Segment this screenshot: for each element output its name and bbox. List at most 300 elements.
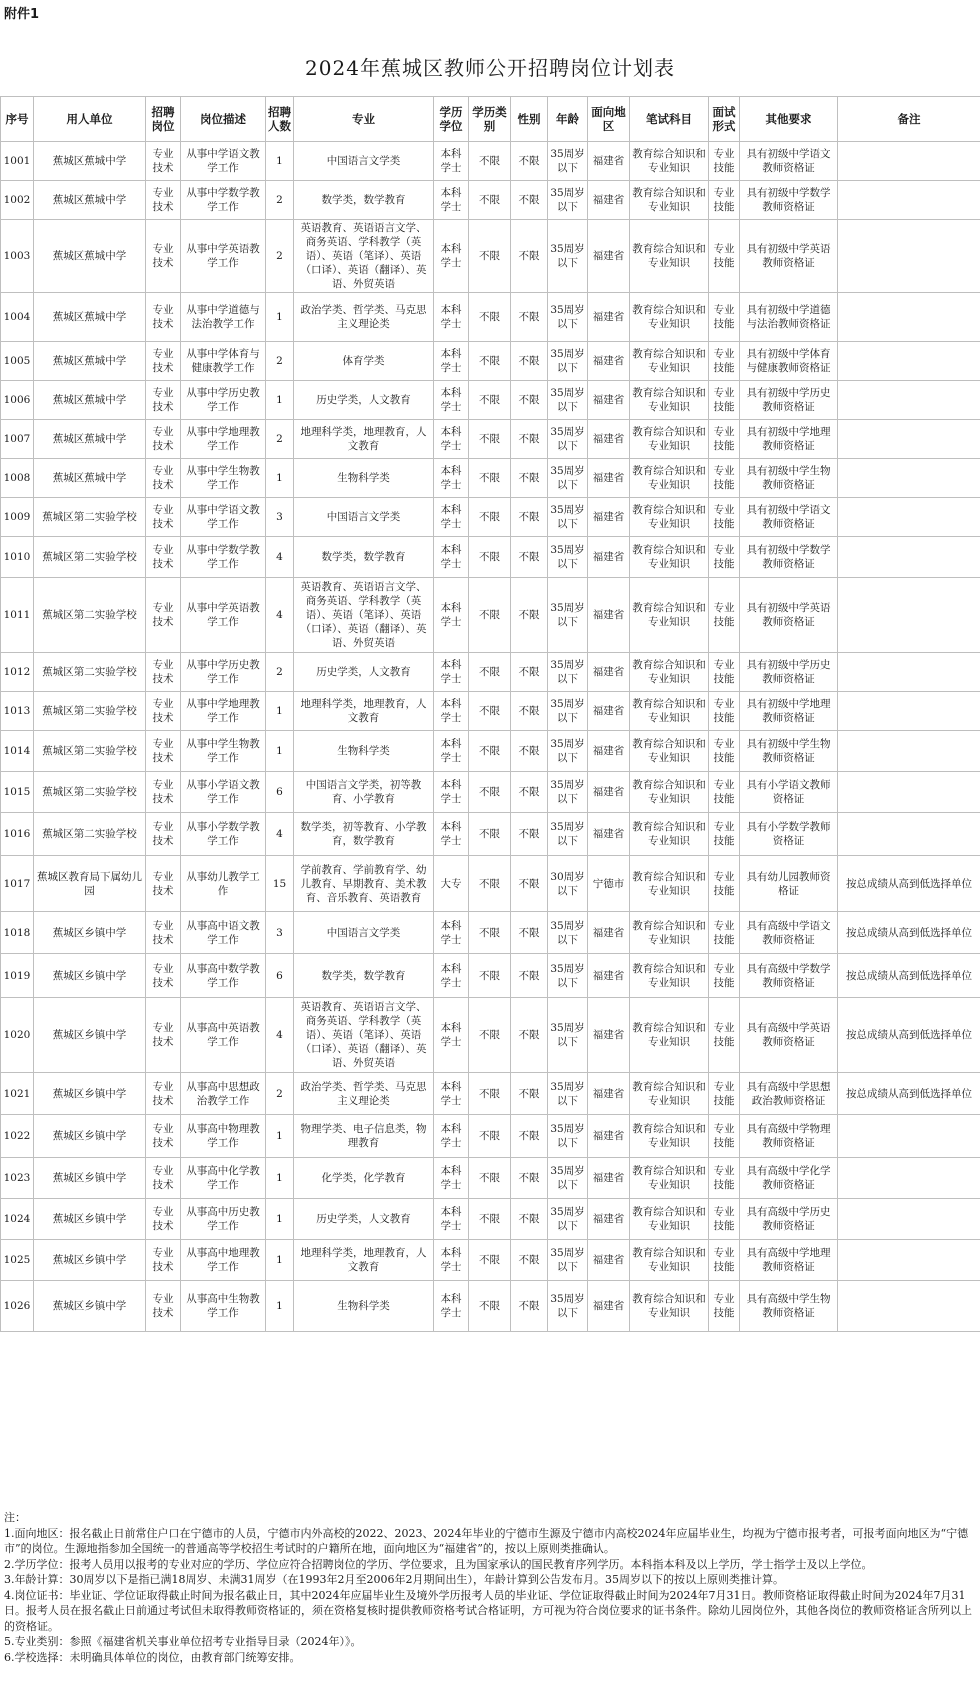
cell-desc: 从事中学地理教学工作	[181, 692, 266, 731]
note-item: 3.年龄计算：30周岁以下是指已满18周岁、未满31周岁（在1993年2月至2006年2月期间出生），年龄计算到公告发布月。35周岁以下的按以上原则类推计算。	[4, 1573, 784, 1586]
cell-gender: 不限	[511, 912, 548, 954]
cell-region: 福建省	[588, 342, 630, 381]
table-row	[1, 142, 980, 181]
cell-region: 福建省	[588, 1073, 630, 1115]
cell-major: 英语教育、英语语言文学、商务英语、学科教学（英语）、英语（笔译）、英语（口译）、英语（翻译）、英语、外贸英语	[294, 998, 434, 1073]
cell-gender: 不限	[511, 1199, 548, 1240]
cell-exam: 教育综合知识和专业知识	[630, 220, 709, 293]
cell-degree-type: 不限	[469, 954, 511, 998]
cell-count: 1	[266, 1199, 294, 1240]
cell-degree: 本科学士	[434, 181, 469, 220]
cell-region: 福建省	[588, 420, 630, 459]
cell-post: 专业技术	[146, 220, 181, 293]
cell-post: 专业技术	[146, 1115, 181, 1158]
cell-age: 35周岁以下	[548, 537, 588, 578]
cell-exam: 教育综合知识和专业知识	[630, 731, 709, 772]
cell-age: 35周岁以下	[548, 912, 588, 954]
cell-id: 1005	[1, 342, 34, 381]
cell-unit: 蕉城区乡镇中学	[34, 954, 146, 998]
cell-exam: 教育综合知识和专业知识	[630, 772, 709, 813]
cell-count: 1	[266, 1158, 294, 1199]
cell-exam: 教育综合知识和专业知识	[630, 998, 709, 1073]
cell-major: 数学类，数学教育	[294, 954, 434, 998]
cell-region: 福建省	[588, 731, 630, 772]
col-header-post: 招聘岗位	[146, 97, 181, 142]
cell-degree: 本科学士	[434, 1073, 469, 1115]
cell-post: 专业技术	[146, 420, 181, 459]
cell-post: 专业技术	[146, 381, 181, 420]
cell-unit: 蕉城区乡镇中学	[34, 998, 146, 1073]
cell-remark	[838, 1158, 980, 1199]
cell-interview: 专业技能	[709, 954, 740, 998]
cell-count: 2	[266, 181, 294, 220]
cell-interview: 专业技能	[709, 342, 740, 381]
cell-degree: 本科学士	[434, 142, 469, 181]
cell-remark	[838, 293, 980, 342]
cell-degree: 大专	[434, 856, 469, 912]
cell-region: 福建省	[588, 653, 630, 692]
cell-other: 具有幼儿园教师资格证	[740, 856, 838, 912]
cell-other: 具有高级中学英语教师资格证	[740, 998, 838, 1073]
cell-degree: 本科学士	[434, 912, 469, 954]
cell-unit: 蕉城区蕉城中学	[34, 420, 146, 459]
cell-remark	[838, 381, 980, 420]
cell-gender: 不限	[511, 653, 548, 692]
cell-major: 历史学类，人文教育	[294, 1199, 434, 1240]
cell-gender: 不限	[511, 1115, 548, 1158]
cell-unit: 蕉城区第二实验学校	[34, 813, 146, 856]
cell-other: 具有初级中学体育与健康教师资格证	[740, 342, 838, 381]
table-row	[1, 912, 980, 954]
cell-desc: 从事中学生物教学工作	[181, 731, 266, 772]
table-row	[1, 578, 980, 653]
cell-other: 具有小学数学教师资格证	[740, 813, 838, 856]
cell-unit: 蕉城区第二实验学校	[34, 653, 146, 692]
cell-age: 35周岁以下	[548, 342, 588, 381]
cell-id: 1012	[1, 653, 34, 692]
cell-major: 中国语言文学类	[294, 498, 434, 537]
cell-count: 1	[266, 692, 294, 731]
cell-post: 专业技术	[146, 998, 181, 1073]
cell-exam: 教育综合知识和专业知识	[630, 342, 709, 381]
cell-count: 1	[266, 142, 294, 181]
cell-post: 专业技术	[146, 1073, 181, 1115]
cell-unit: 蕉城区乡镇中学	[34, 1115, 146, 1158]
cell-remark	[838, 181, 980, 220]
cell-degree-type: 不限	[469, 1158, 511, 1199]
cell-exam: 教育综合知识和专业知识	[630, 578, 709, 653]
cell-remark	[838, 813, 980, 856]
cell-region: 福建省	[588, 813, 630, 856]
cell-other: 具有初级中学语文教师资格证	[740, 498, 838, 537]
note-item: 5.专业类别：参照《福建省机关事业单位招考专业指导目录（2024年）》。	[4, 1635, 362, 1648]
cell-degree-type: 不限	[469, 578, 511, 653]
cell-count: 1	[266, 293, 294, 342]
cell-major: 地理科学类，地理教育，人文教育	[294, 692, 434, 731]
cell-degree: 本科学士	[434, 537, 469, 578]
cell-id: 1004	[1, 293, 34, 342]
cell-remark	[838, 731, 980, 772]
col-header-age: 年龄	[548, 97, 588, 142]
cell-major: 历史学类，人文教育	[294, 381, 434, 420]
cell-post: 专业技术	[146, 459, 181, 498]
cell-degree-type: 不限	[469, 731, 511, 772]
cell-count: 2	[266, 220, 294, 293]
page-title: 2024年蕉城区教师公开招聘岗位计划表	[305, 56, 675, 80]
notes-heading: 注：	[4, 1511, 26, 1524]
cell-remark	[838, 578, 980, 653]
cell-degree: 本科学士	[434, 342, 469, 381]
cell-post: 专业技术	[146, 772, 181, 813]
cell-region: 宁德市	[588, 856, 630, 912]
cell-degree-type: 不限	[469, 293, 511, 342]
cell-id: 1006	[1, 381, 34, 420]
col-header-count: 招聘人数	[266, 97, 294, 142]
table-row	[1, 381, 980, 420]
cell-exam: 教育综合知识和专业知识	[630, 537, 709, 578]
cell-degree-type: 不限	[469, 912, 511, 954]
table-row	[1, 653, 980, 692]
cell-post: 专业技术	[146, 1158, 181, 1199]
col-header-id: 序号	[1, 97, 34, 142]
cell-gender: 不限	[511, 1240, 548, 1281]
cell-count: 1	[266, 1240, 294, 1281]
cell-degree-type: 不限	[469, 381, 511, 420]
cell-desc: 从事幼儿教学工作	[181, 856, 266, 912]
cell-age: 35周岁以下	[548, 381, 588, 420]
cell-region: 福建省	[588, 220, 630, 293]
cell-age: 35周岁以下	[548, 142, 588, 181]
cell-post: 专业技术	[146, 1240, 181, 1281]
cell-desc: 从事高中思想政治教学工作	[181, 1073, 266, 1115]
col-header-unit: 用人单位	[34, 97, 146, 142]
cell-age: 35周岁以下	[548, 1158, 588, 1199]
col-header-remark: 备注	[838, 97, 980, 142]
table-row	[1, 293, 980, 342]
cell-desc: 从事高中英语教学工作	[181, 998, 266, 1073]
cell-exam: 教育综合知识和专业知识	[630, 1281, 709, 1332]
cell-unit: 蕉城区第二实验学校	[34, 498, 146, 537]
cell-unit: 蕉城区乡镇中学	[34, 1240, 146, 1281]
cell-remark: 按总成绩从高到低选择单位	[838, 954, 980, 998]
cell-degree: 本科学士	[434, 998, 469, 1073]
cell-post: 专业技术	[146, 912, 181, 954]
cell-desc: 从事中学道德与法治教学工作	[181, 293, 266, 342]
cell-gender: 不限	[511, 813, 548, 856]
cell-other: 具有初级中学道德与法治教师资格证	[740, 293, 838, 342]
cell-unit: 蕉城区乡镇中学	[34, 1073, 146, 1115]
cell-post: 专业技术	[146, 653, 181, 692]
table-row	[1, 1281, 980, 1332]
cell-post: 专业技术	[146, 181, 181, 220]
cell-gender: 不限	[511, 381, 548, 420]
cell-post: 专业技术	[146, 498, 181, 537]
cell-unit: 蕉城区蕉城中学	[34, 342, 146, 381]
cell-id: 1021	[1, 1073, 34, 1115]
cell-desc: 从事小学数学教学工作	[181, 813, 266, 856]
col-header-interview: 面试形式	[709, 97, 740, 142]
cell-desc: 从事高中物理教学工作	[181, 1115, 266, 1158]
cell-other: 具有高级中学历史教师资格证	[740, 1199, 838, 1240]
cell-major: 数学类，数学教育	[294, 537, 434, 578]
cell-major: 政治学类、哲学类、马克思主义理论类	[294, 293, 434, 342]
cell-unit: 蕉城区第二实验学校	[34, 772, 146, 813]
cell-exam: 教育综合知识和专业知识	[630, 954, 709, 998]
cell-unit: 蕉城区蕉城中学	[34, 459, 146, 498]
cell-id: 1025	[1, 1240, 34, 1281]
cell-major: 地理科学类，地理教育，人文教育	[294, 1240, 434, 1281]
cell-other: 具有高级中学语文教师资格证	[740, 912, 838, 954]
cell-degree-type: 不限	[469, 498, 511, 537]
table-row	[1, 1240, 980, 1281]
cell-other: 具有初级中学语文教师资格证	[740, 142, 838, 181]
cell-other: 具有初级中学历史教师资格证	[740, 381, 838, 420]
cell-major: 中国语言文学类，初等教育、小学教育	[294, 772, 434, 813]
cell-post: 专业技术	[146, 813, 181, 856]
cell-count: 1	[266, 1115, 294, 1158]
cell-id: 1022	[1, 1115, 34, 1158]
cell-region: 福建省	[588, 181, 630, 220]
cell-degree-type: 不限	[469, 1281, 511, 1332]
cell-id: 1002	[1, 181, 34, 220]
cell-major: 生物科学类	[294, 1281, 434, 1332]
cell-major: 中国语言文学类	[294, 142, 434, 181]
table-row	[1, 420, 980, 459]
cell-other: 具有小学语文教师资格证	[740, 772, 838, 813]
cell-exam: 教育综合知识和专业知识	[630, 420, 709, 459]
cell-desc: 从事中学历史教学工作	[181, 381, 266, 420]
cell-degree: 本科学士	[434, 1158, 469, 1199]
cell-degree: 本科学士	[434, 772, 469, 813]
cell-major: 生物科学类	[294, 459, 434, 498]
cell-age: 35周岁以下	[548, 1115, 588, 1158]
cell-other: 具有初级中学地理教师资格证	[740, 420, 838, 459]
cell-region: 福建省	[588, 692, 630, 731]
cell-post: 专业技术	[146, 954, 181, 998]
col-header-region: 面向地区	[588, 97, 630, 142]
cell-major: 学前教育、学前教育学、幼儿教育、早期教育、美术教育、音乐教育、英语教育	[294, 856, 434, 912]
cell-id: 1011	[1, 578, 34, 653]
cell-gender: 不限	[511, 954, 548, 998]
cell-remark	[838, 692, 980, 731]
cell-desc: 从事中学语文教学工作	[181, 142, 266, 181]
cell-gender: 不限	[511, 537, 548, 578]
cell-major: 物理学类、电子信息类，物理教育	[294, 1115, 434, 1158]
cell-degree-type: 不限	[469, 1115, 511, 1158]
cell-age: 35周岁以下	[548, 578, 588, 653]
cell-gender: 不限	[511, 459, 548, 498]
cell-interview: 专业技能	[709, 459, 740, 498]
cell-count: 1	[266, 731, 294, 772]
table-row	[1, 1158, 980, 1199]
cell-count: 1	[266, 381, 294, 420]
cell-exam: 教育综合知识和专业知识	[630, 459, 709, 498]
cell-age: 35周岁以下	[548, 772, 588, 813]
cell-other: 具有初级中学生物教师资格证	[740, 731, 838, 772]
cell-gender: 不限	[511, 142, 548, 181]
cell-exam: 教育综合知识和专业知识	[630, 1158, 709, 1199]
table-body	[1, 142, 980, 1332]
cell-degree: 本科学士	[434, 1281, 469, 1332]
cell-interview: 专业技能	[709, 578, 740, 653]
cell-age: 30周岁以下	[548, 856, 588, 912]
cell-exam: 教育综合知识和专业知识	[630, 142, 709, 181]
cell-remark	[838, 498, 980, 537]
cell-region: 福建省	[588, 1240, 630, 1281]
cell-interview: 专业技能	[709, 537, 740, 578]
cell-remark: 按总成绩从高到低选择单位	[838, 1073, 980, 1115]
col-header-desc: 岗位描述	[181, 97, 266, 142]
cell-remark	[838, 342, 980, 381]
cell-remark: 按总成绩从高到低选择单位	[838, 998, 980, 1073]
cell-interview: 专业技能	[709, 293, 740, 342]
table-row	[1, 181, 980, 220]
cell-gender: 不限	[511, 1158, 548, 1199]
cell-desc: 从事中学语文教学工作	[181, 498, 266, 537]
cell-exam: 教育综合知识和专业知识	[630, 653, 709, 692]
cell-unit: 蕉城区蕉城中学	[34, 220, 146, 293]
table-row	[1, 692, 980, 731]
cell-post: 专业技术	[146, 1281, 181, 1332]
cell-id: 1008	[1, 459, 34, 498]
cell-post: 专业技术	[146, 731, 181, 772]
cell-age: 35周岁以下	[548, 220, 588, 293]
cell-age: 35周岁以下	[548, 1240, 588, 1281]
cell-exam: 教育综合知识和专业知识	[630, 1240, 709, 1281]
cell-major: 数学类，初等教育、小学教育，数学教育	[294, 813, 434, 856]
cell-count: 4	[266, 998, 294, 1073]
cell-region: 福建省	[588, 772, 630, 813]
note-item: 1.面向地区：报名截止日前常住户口在宁德市的人员，宁德市内外高校的2022、2023、2024年毕业的宁德市生源及宁德市内高校2024年应届毕业生，均视为宁德市报考者，可报考面向地区为“宁德市”的岗位。生源地指参加全国统一的普通高等学校招生考试时的户籍所在地，面向地区为“福建省”的，按以上原则类推确认。	[4, 1526, 969, 1555]
cell-desc: 从事高中历史教学工作	[181, 1199, 266, 1240]
cell-gender: 不限	[511, 1073, 548, 1115]
cell-degree-type: 不限	[469, 856, 511, 912]
cell-gender: 不限	[511, 342, 548, 381]
attachment-label: 附件1	[4, 7, 40, 22]
cell-interview: 专业技能	[709, 912, 740, 954]
cell-unit: 蕉城区第二实验学校	[34, 537, 146, 578]
cell-desc: 从事中学数学教学工作	[181, 537, 266, 578]
cell-unit: 蕉城区乡镇中学	[34, 1199, 146, 1240]
cell-interview: 专业技能	[709, 692, 740, 731]
cell-interview: 专业技能	[709, 653, 740, 692]
cell-degree-type: 不限	[469, 772, 511, 813]
cell-remark: 按总成绩从高到低选择单位	[838, 912, 980, 954]
cell-count: 1	[266, 1281, 294, 1332]
cell-id: 1009	[1, 498, 34, 537]
cell-region: 福建省	[588, 998, 630, 1073]
cell-interview: 专业技能	[709, 731, 740, 772]
cell-other: 具有高级中学化学教师资格证	[740, 1158, 838, 1199]
cell-id: 1003	[1, 220, 34, 293]
cell-degree: 本科学士	[434, 1240, 469, 1281]
cell-unit: 蕉城区蕉城中学	[34, 381, 146, 420]
cell-exam: 教育综合知识和专业知识	[630, 1199, 709, 1240]
cell-exam: 教育综合知识和专业知识	[630, 181, 709, 220]
cell-age: 35周岁以下	[548, 954, 588, 998]
cell-remark	[838, 1199, 980, 1240]
cell-count: 2	[266, 653, 294, 692]
cell-post: 专业技术	[146, 856, 181, 912]
cell-degree: 本科学士	[434, 692, 469, 731]
cell-degree: 本科学士	[434, 954, 469, 998]
col-header-degree: 学历学位	[434, 97, 469, 142]
cell-other: 具有初级中学生物教师资格证	[740, 459, 838, 498]
cell-unit: 蕉城区乡镇中学	[34, 1281, 146, 1332]
cell-degree-type: 不限	[469, 459, 511, 498]
cell-count: 2	[266, 342, 294, 381]
cell-count: 3	[266, 498, 294, 537]
cell-degree: 本科学士	[434, 1115, 469, 1158]
cell-desc: 从事中学体育与健康教学工作	[181, 342, 266, 381]
cell-other: 具有初级中学数学教师资格证	[740, 537, 838, 578]
cell-unit: 蕉城区蕉城中学	[34, 142, 146, 181]
cell-post: 专业技术	[146, 293, 181, 342]
cell-unit: 蕉城区乡镇中学	[34, 1158, 146, 1199]
cell-remark	[838, 142, 980, 181]
cell-desc: 从事高中生物教学工作	[181, 1281, 266, 1332]
note-item: 4.岗位证书：毕业证、学位证取得截止时间为报名截止日，其中2024年应届毕业生及境外学历报考人员的毕业证、学位证取得截止时间为2024年7月31日。教师资格证取得截止时间为2024年7月31日。报考人员在报名截止日前通过考试但未取得教师资格证的，须在资格复核时提供教师资格考试合格证明，方可视为符合岗位要求的证书条件。除幼儿园岗位外，其他各岗位的教师资格证含所列以上的资格证。	[4, 1588, 972, 1633]
cell-degree-type: 不限	[469, 1199, 511, 1240]
cell-degree-type: 不限	[469, 342, 511, 381]
cell-other: 具有高级中学地理教师资格证	[740, 1240, 838, 1281]
cell-interview: 专业技能	[709, 1115, 740, 1158]
cell-interview: 专业技能	[709, 1240, 740, 1281]
cell-region: 福建省	[588, 498, 630, 537]
cell-interview: 专业技能	[709, 420, 740, 459]
cell-degree-type: 不限	[469, 537, 511, 578]
cell-remark	[838, 653, 980, 692]
cell-interview: 专业技能	[709, 1199, 740, 1240]
cell-exam: 教育综合知识和专业知识	[630, 856, 709, 912]
cell-region: 福建省	[588, 459, 630, 498]
cell-id: 1001	[1, 142, 34, 181]
cell-desc: 从事小学语文教学工作	[181, 772, 266, 813]
cell-gender: 不限	[511, 856, 548, 912]
cell-other: 具有初级中学英语教师资格证	[740, 220, 838, 293]
cell-remark	[838, 537, 980, 578]
table-row	[1, 342, 980, 381]
cell-degree: 本科学士	[434, 813, 469, 856]
cell-desc: 从事高中地理教学工作	[181, 1240, 266, 1281]
cell-major: 中国语言文学类	[294, 912, 434, 954]
cell-desc: 从事中学地理教学工作	[181, 420, 266, 459]
cell-id: 1015	[1, 772, 34, 813]
cell-degree: 本科学士	[434, 498, 469, 537]
cell-age: 35周岁以下	[548, 731, 588, 772]
cell-degree: 本科学士	[434, 578, 469, 653]
cell-age: 35周岁以下	[548, 653, 588, 692]
cell-count: 4	[266, 578, 294, 653]
cell-degree: 本科学士	[434, 220, 469, 293]
cell-region: 福建省	[588, 578, 630, 653]
cell-degree-type: 不限	[469, 813, 511, 856]
cell-other: 具有初级中学数学教师资格证	[740, 181, 838, 220]
cell-region: 福建省	[588, 293, 630, 342]
cell-other: 具有初级中学地理教师资格证	[740, 692, 838, 731]
cell-gender: 不限	[511, 420, 548, 459]
cell-desc: 从事中学英语教学工作	[181, 578, 266, 653]
cell-remark: 按总成绩从高到低选择单位	[838, 856, 980, 912]
cell-interview: 专业技能	[709, 381, 740, 420]
table-row	[1, 998, 980, 1073]
cell-region: 福建省	[588, 1281, 630, 1332]
cell-age: 35周岁以下	[548, 1281, 588, 1332]
cell-major: 化学类，化学教育	[294, 1158, 434, 1199]
cell-interview: 专业技能	[709, 220, 740, 293]
cell-unit: 蕉城区教育局下属幼儿园	[34, 856, 146, 912]
cell-gender: 不限	[511, 998, 548, 1073]
